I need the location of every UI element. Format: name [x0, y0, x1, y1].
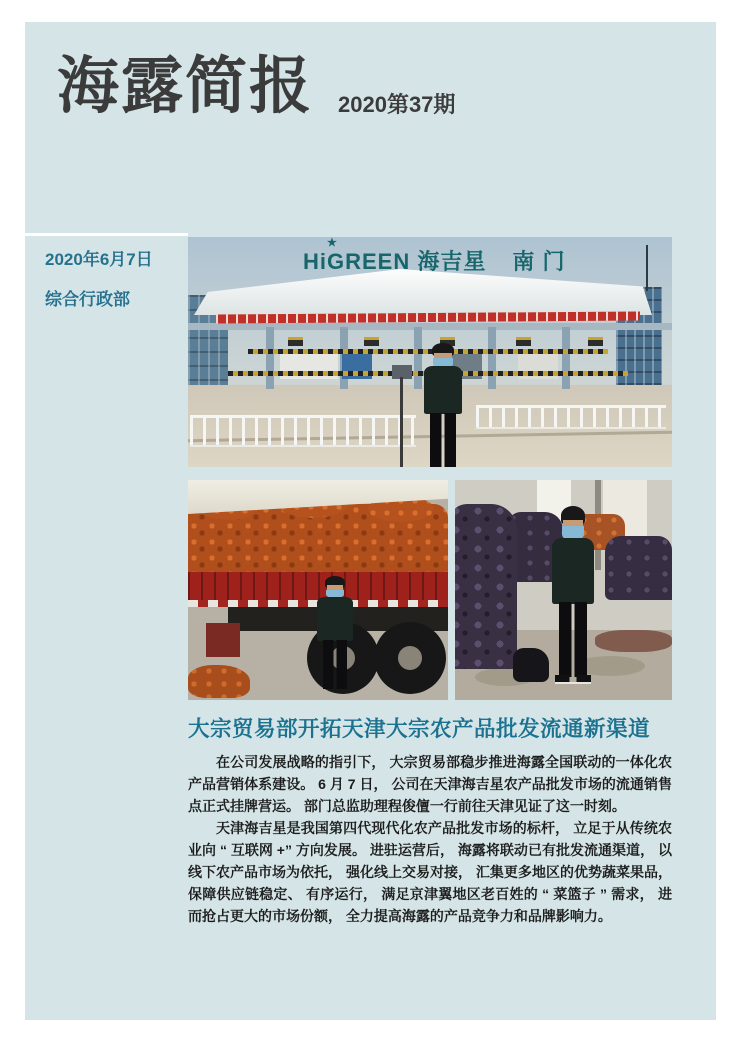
sign-pole: [400, 377, 403, 467]
antenna-pole: [646, 245, 648, 291]
onion-skin-debris: [595, 630, 672, 652]
person-shoes: [555, 675, 591, 684]
gate-beam: [188, 323, 672, 330]
lane-sign: [516, 337, 531, 346]
gate-column: [488, 327, 496, 389]
gate-sign: [303, 237, 566, 276]
photo-market-gate: [188, 237, 672, 467]
truck-fuel-tank: [206, 623, 240, 657]
gate-column: [562, 327, 570, 389]
gate-column: [266, 327, 274, 389]
article-body: [188, 751, 672, 927]
ground-bags: [188, 665, 250, 698]
star-icon: ★: [327, 237, 338, 249]
lane-sign: [364, 337, 379, 346]
person-shirt: [424, 366, 463, 414]
white-fence: [190, 415, 416, 447]
article-paragraph-2: 天津海吉星是我国第四代现代化农产品批发市场的标杆， 立足于从传统农业向 “ 互联网 +” 方向发展。 进驻运营后， 海露将联动已有批发流通渠道， 以线下农产品市场为依托， 强化线上交易对接， 汇集更多地区的优势蔬菜果品， 保障供应链稳定、 有序运行， 满足京津翼地区老百姓的 “ 菜篮子 ” 需求， 进而抢占更大的市场份额， 全力提高海露的产品竞争力和品牌影响力。: [188, 820, 672, 924]
person-figure: [421, 343, 465, 467]
purple-pile-right: [605, 536, 672, 600]
article-paragraph-1: 在公司发展战略的指引下， 大宗贸易部稳步推进海露全国联动的一体化农产品营销体系建设。 6 月 7 日， 公司在天津海吉星农产品批发市场的流通销售点正式挂牌营运。 部门总监助理程俊儃一行前往天津见证了这一时刻。: [188, 754, 672, 814]
purple-pile-left: [455, 504, 517, 669]
person-figure: [315, 576, 355, 694]
sign-market-text: 海吉星: [417, 249, 487, 274]
sign-gate-text: 南 门: [512, 249, 566, 274]
truck-wheel: [374, 622, 446, 694]
lane-sign: [288, 337, 303, 346]
person-pants: [323, 640, 347, 690]
sidebar-divider-line: [25, 233, 188, 236]
red-slogan-banner: [216, 312, 640, 324]
white-fence: [476, 405, 666, 429]
sign-brand-text: HiGREEN: [303, 249, 411, 274]
person-figure: [549, 506, 597, 684]
person-shirt: [552, 538, 594, 604]
article-headline: 大宗贸易部开拓天津大宗农产品批发流通新渠道: [188, 717, 651, 741]
lane-sign: [588, 337, 603, 346]
issuing-department: 综合行政部: [45, 290, 130, 309]
newsletter-title: 海露简报: [57, 52, 314, 121]
issue-date: 2020年6月7日: [45, 250, 153, 269]
photo-purple-onion-pile: [455, 480, 672, 700]
person-shirt: [317, 597, 352, 641]
person-pants: [559, 602, 588, 677]
black-bag: [513, 648, 549, 682]
wheel-hub: [398, 646, 422, 670]
person-pants: [430, 413, 456, 467]
photo-truck-onions: [188, 480, 448, 700]
issue-number: 2020第37期: [338, 92, 456, 117]
